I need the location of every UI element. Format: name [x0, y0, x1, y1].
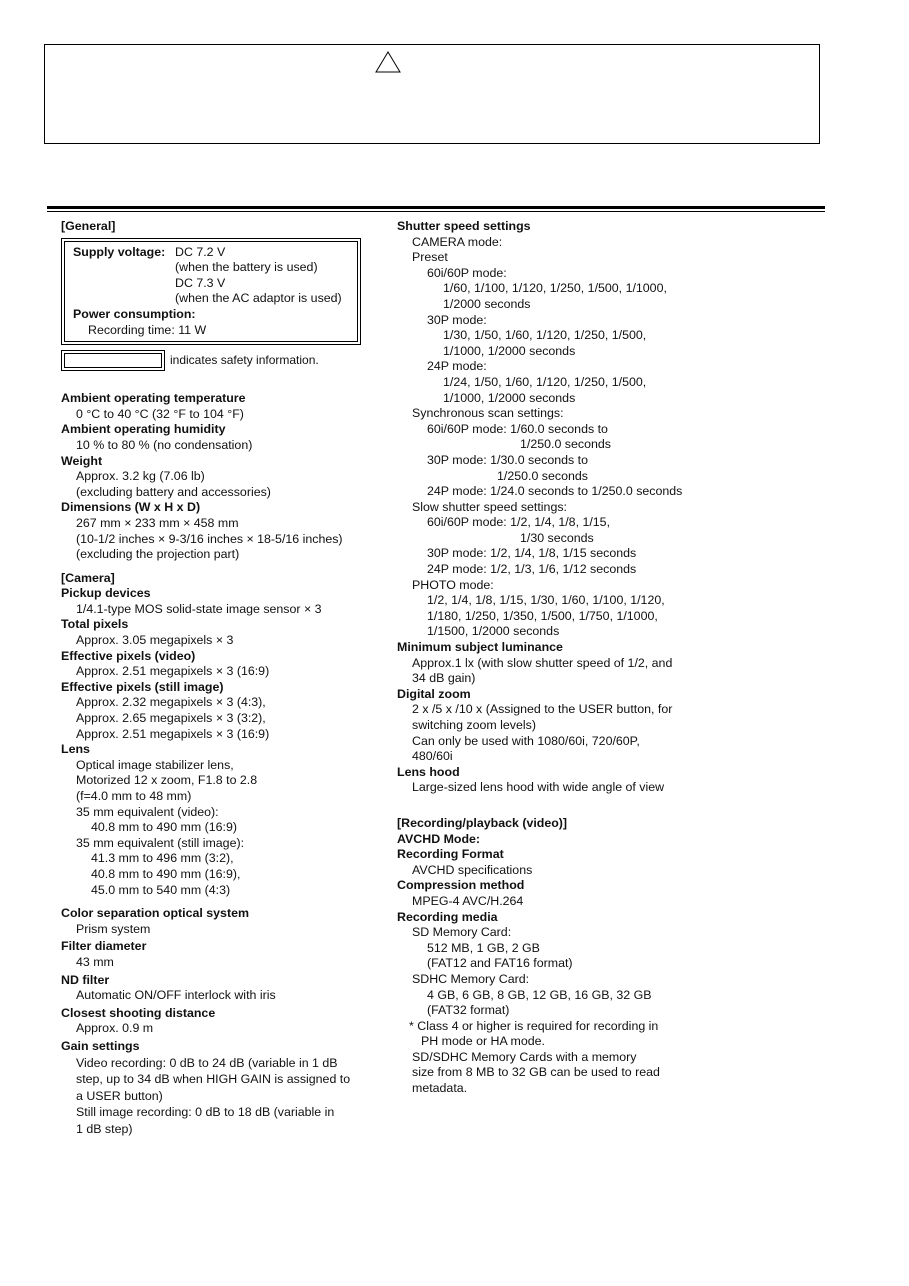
- color-sep-value: Prism system: [76, 921, 151, 936]
- photo-line: 1/1500, 1/2000 seconds: [427, 624, 560, 639]
- weight-value: Approx. 3.2 kg (7.06 lb): [76, 469, 205, 484]
- safety-legend-text: indicates safety information.: [170, 352, 319, 367]
- ambient-temp-value: 0 °C to 40 °C (32 °F to 104 °F): [76, 406, 244, 421]
- p30-line: 1/1000, 1/2000 seconds: [443, 343, 576, 358]
- section-rule: [47, 206, 825, 209]
- compression-label: Compression method: [397, 878, 525, 893]
- supply-voltage-1-note: (when the battery is used): [175, 260, 318, 275]
- ambient-humidity-value: 10 % to 80 % (no condensation): [76, 437, 253, 452]
- camera-heading: [Camera]: [61, 570, 115, 585]
- dimensions-note: (excluding the projection part): [76, 547, 240, 562]
- p60-label: 60i/60P mode:: [427, 265, 507, 280]
- metadata-note: metadata.: [412, 1081, 468, 1096]
- p24-line: 1/1000, 1/2000 seconds: [443, 390, 576, 405]
- slow-30: 30P mode: 1/2, 1/4, 1/8, 1/15 seconds: [427, 546, 637, 561]
- min-lum-label: Minimum subject luminance: [397, 640, 563, 655]
- slow-label: Slow shutter speed settings:: [412, 499, 567, 514]
- camera-mode: CAMERA mode:: [412, 234, 503, 249]
- gain-line: Video recording: 0 dB to 24 dB (variable in 1 dB: [76, 1055, 338, 1070]
- right-column: [397, 219, 817, 1097]
- warning-triangle-icon: [375, 51, 401, 73]
- sd-label: SD Memory Card:: [412, 925, 512, 940]
- p30-label: 30P mode:: [427, 312, 487, 327]
- weight-note: (excluding battery and accessories): [76, 484, 271, 499]
- caution-box: [44, 44, 820, 144]
- hood-label: Lens hood: [397, 764, 460, 779]
- lens-line: 40.8 mm to 490 mm (16:9),: [91, 866, 241, 881]
- class-note: * Class 4 or higher is required for recording in: [409, 1018, 659, 1033]
- color-sep-label: Color separation optical system: [61, 906, 249, 921]
- min-lum-line: Approx.1 lx (with slow shutter speed of 1/2, and: [412, 655, 673, 670]
- lens-line: 35 mm equivalent (still image):: [76, 835, 245, 850]
- eff-still-2: Approx. 2.65 megapixels × 3 (3:2),: [76, 711, 266, 726]
- dimensions-mm: 267 mm × 233 mm × 458 mm: [76, 515, 239, 530]
- eff-still-3: Approx. 2.51 megapixels × 3 (16:9): [76, 726, 270, 741]
- p24-line: 1/24, 1/50, 1/60, 1/120, 1/250, 1/500,: [443, 374, 647, 389]
- sync-60: 60i/60P mode: 1/60.0 seconds to: [427, 421, 608, 436]
- slow-24: 24P mode: 1/2, 1/3, 1/6, 1/12 seconds: [427, 562, 637, 577]
- format-label: Recording Format: [397, 847, 504, 862]
- dzoom-line: switching zoom levels): [412, 718, 536, 732]
- lens-line: (f=4.0 mm to 48 mm): [76, 789, 192, 803]
- general-heading: [General]: [61, 219, 116, 233]
- eff-still-1: Approx. 2.32 megapixels × 3 (4:3),: [76, 695, 266, 710]
- total-pixels-label: Total pixels: [61, 617, 129, 632]
- supply-voltage-1: DC 7.2 V: [175, 244, 226, 259]
- lens-line: 45.0 mm to 540 mm (4:3): [91, 882, 231, 897]
- power-consumption-label: Power consumption:: [73, 306, 196, 321]
- hood-value: Large-sized lens hood with wide angle of view: [412, 780, 665, 795]
- filter-label: Filter diameter: [61, 939, 147, 954]
- sd-line: (FAT12 and FAT16 format): [427, 956, 573, 971]
- supply-voltage-2-note: (when the AC adaptor is used): [175, 291, 342, 306]
- recording-heading: [Recording/playback (video)]: [397, 815, 568, 830]
- lens-line: 41.3 mm to 496 mm (3:2),: [91, 851, 234, 866]
- gain-line: Still image recording: 0 dB to 18 dB (variable in: [76, 1105, 335, 1120]
- photo-line: 1/180, 1/250, 1/350, 1/500, 1/750, 1/1000,: [427, 608, 658, 623]
- sync-30: 30P mode: 1/30.0 seconds to: [427, 452, 588, 467]
- p60-line: 1/2000 seconds: [443, 296, 531, 311]
- dzoom-label: Digital zoom: [397, 686, 471, 701]
- sdhc-line: 4 GB, 6 GB, 8 GB, 12 GB, 16 GB, 32 GB: [427, 987, 652, 1002]
- ambient-humidity-label: Ambient operating humidity: [61, 422, 226, 437]
- gain-line: a USER button): [76, 1088, 163, 1103]
- sd-line: 512 MB, 1 GB, 2 GB: [427, 940, 540, 955]
- shutter-label: Shutter speed settings: [397, 219, 531, 233]
- left-column: [61, 219, 391, 1137]
- p60-line: 1/60, 1/100, 1/120, 1/250, 1/500, 1/1000,: [443, 281, 667, 296]
- filter-value: 43 mm: [76, 954, 114, 969]
- safety-legend-box: [64, 353, 162, 368]
- p24-label: 24P mode:: [427, 359, 487, 374]
- metadata-note: size from 8 MB to 32 GB can be used to read: [412, 1065, 660, 1080]
- sync-60b: 1/250.0 seconds: [520, 437, 611, 452]
- gain-line: 1 dB step): [76, 1121, 133, 1136]
- safety-info-box: [64, 241, 358, 343]
- ambient-temp-label: Ambient operating temperature: [61, 391, 246, 406]
- gain-line: step, up to 34 dB when HIGH GAIN is assigned to: [76, 1072, 351, 1087]
- closest-value: Approx. 0.9 m: [76, 1021, 154, 1036]
- sync-label: Synchronous scan settings:: [412, 406, 564, 421]
- eff-video-value: Approx. 2.51 megapixels × 3 (16:9): [76, 664, 270, 679]
- dzoom-line: 2 x /5 x /10 x (Assigned to the USER button, for: [412, 702, 673, 717]
- dzoom-line: Can only be used with 1080/60i, 720/60P,: [412, 733, 640, 748]
- gain-label: Gain settings: [61, 1038, 140, 1053]
- photo-line: 1/2, 1/4, 1/8, 1/15, 1/30, 1/60, 1/100, 1/120,: [427, 593, 665, 608]
- eff-video-label: Effective pixels (video): [61, 648, 196, 663]
- format-value: AVCHD specifications: [412, 862, 533, 877]
- recording-time: Recording time: 11 W: [88, 322, 207, 337]
- supply-voltage-2: DC 7.3 V: [175, 275, 226, 290]
- dimensions-label: Dimensions (W x H x D): [61, 500, 201, 515]
- lens-line: 35 mm equivalent (video):: [76, 804, 219, 819]
- sync-24: 24P mode: 1/24.0 seconds to 1/250.0 seconds: [427, 484, 683, 499]
- eff-still-label: Effective pixels (still image): [61, 679, 224, 694]
- slow-60b: 1/30 seconds: [520, 530, 594, 545]
- preset: Preset: [412, 250, 448, 265]
- sdhc-line: (FAT32 format): [427, 1003, 510, 1018]
- total-pixels-value: Approx. 3.05 megapixels × 3: [76, 633, 234, 648]
- nd-value: Automatic ON/OFF interlock with iris: [76, 988, 276, 1003]
- lens-label: Lens: [61, 742, 90, 757]
- min-lum-line: 34 dB gain): [412, 671, 476, 686]
- pickup-label: Pickup devices: [61, 586, 151, 601]
- weight-label: Weight: [61, 453, 103, 468]
- sync-30b: 1/250.0 seconds: [497, 468, 588, 483]
- dzoom-line: 480/60i: [412, 749, 453, 764]
- p30-line: 1/30, 1/50, 1/60, 1/120, 1/250, 1/500,: [443, 328, 647, 343]
- nd-label: ND filter: [61, 972, 110, 987]
- lens-line: Optical image stabilizer lens,: [76, 757, 234, 772]
- safety-legend: [61, 350, 391, 371]
- avchd-mode: AVCHD Mode:: [397, 831, 481, 846]
- media-label: Recording media: [397, 909, 498, 924]
- supply-voltage-label: Supply voltage:: [73, 244, 166, 259]
- compression-value: MPEG-4 AVC/H.264: [412, 893, 524, 908]
- metadata-note: SD/SDHC Memory Cards with a memory: [412, 1049, 637, 1064]
- lens-line: 40.8 mm to 490 mm (16:9): [91, 820, 237, 835]
- closest-label: Closest shooting distance: [61, 1005, 216, 1020]
- dimensions-in: (10-1/2 inches × 9-3/16 inches × 18-5/16 inches): [76, 531, 343, 546]
- class-note: PH mode or HA mode.: [421, 1034, 545, 1049]
- pickup-value: 1/4.1-type MOS solid-state image sensor × 3: [76, 601, 322, 616]
- lens-line: Motorized 12 x zoom, F1.8 to 2.8: [76, 773, 258, 788]
- slow-60: 60i/60P mode: 1/2, 1/4, 1/8, 1/15,: [427, 515, 611, 530]
- sdhc-label: SDHC Memory Card:: [412, 971, 530, 986]
- photo-label: PHOTO mode:: [412, 577, 494, 592]
- section-rule-thin: [47, 211, 825, 212]
